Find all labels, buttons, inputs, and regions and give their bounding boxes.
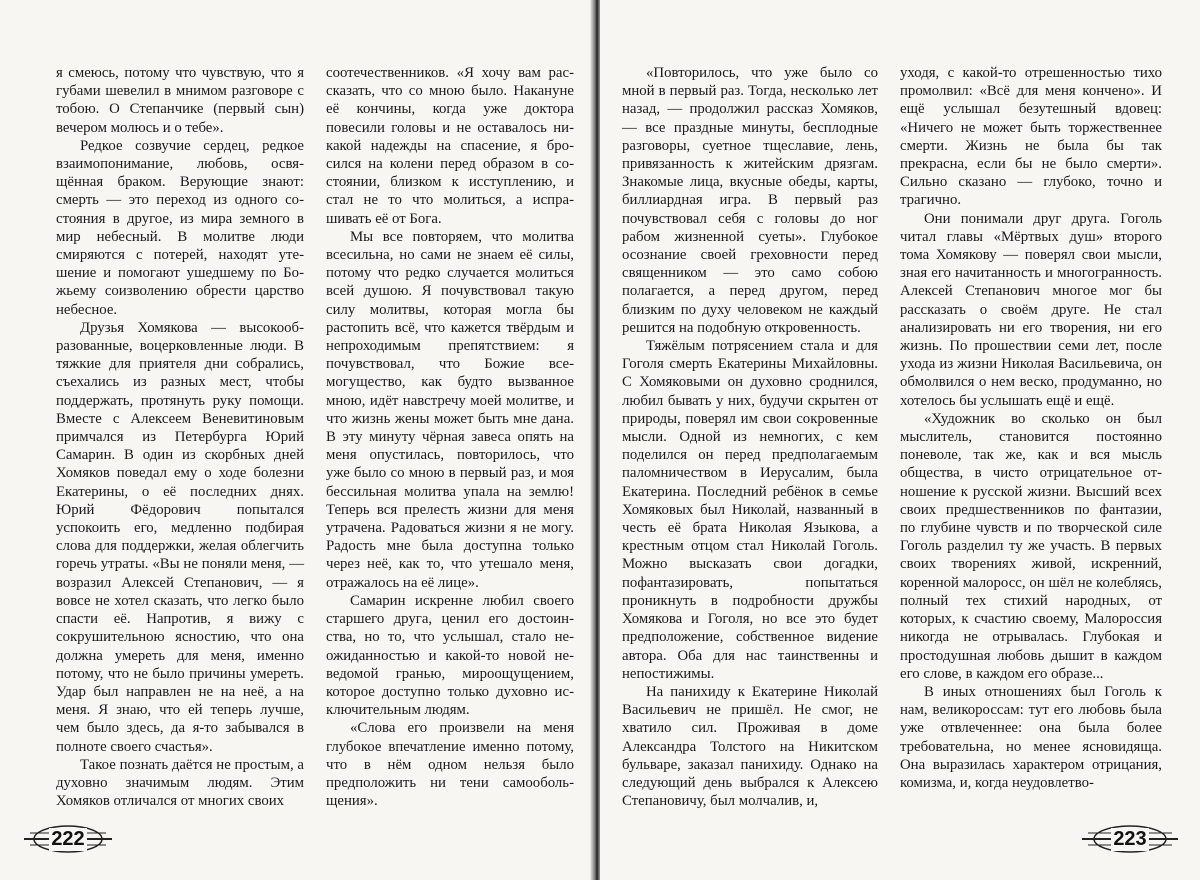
right-column-2 bbox=[900, 64, 1162, 792]
paragraph: «Художник во сколько он был мыслитель, становится постоянно поневоле, так же, как и вся мысль общества, в чисто отрицательное отношение к русской жизни. Высший всех своих предшественников по фантазии, по глубине чувств и по творческой силе Гоголь разделил ту же участь. В первых своих творениях живой, искренний, коренной малоросс, он шёл не колеблясь, полный тех стихий народных, от которых, к счастию своему, Малороссия никогда не отрывалась. Глубокая и простодушная любовь дышит в каждом его слове, в каждом его образе... bbox=[900, 410, 1162, 682]
paragraph: Самарин искренне любил своего старшего друга, ценил его достоинства, но то, что услышал, стало неожиданностью и какой-то новой неведомой гранью, мироощущением, которое доступно только духовно исключительным людям. bbox=[326, 592, 574, 719]
paragraph: я смеюсь, потому что чувствую, что я губами шевелил в мнимом разговоре с тобою. О Степанчике (первый сын) вечером молюсь и о тебе». bbox=[56, 65, 304, 136]
left-page bbox=[0, 0, 592, 880]
paragraph: Друзья Хомякова — высокообразованные, воцерковленные люди. В тяжкие для приятеля дни собрались, съехались из разных мест, чтобы поддержать, протянуть руку помощи. Вместе с Алексеем Веневитиновым примчался из Петербурга Юрий Самарин. В один из скорбных дней Хомяков поведал ему о ходе болезни Екатерины, о её последних днях. Юрий Фёдорович попытался успокоить его, медленно подбирая слова для поддержки, желая облегчить горечь утраты. «Вы не поняли меня, — возразил Алексей Степанович, — я вовсе не хотел сказать, что легко было спасти её. Напротив, я вижу с сокрушительною ясностию, что она должна умереть для меня, именно потому, что не было причины умереть. Удар был направлен не на неё, а на меня. Я знаю, что ей теперь лучше, чем было здесь, да я-то забывался в полноте своего счастья». bbox=[56, 319, 304, 755]
paragraph: Тяжёлым потрясением стала и для Гоголя смерть Екатерины Михайловны. С Хомяковыми он духовно сроднился, любил бывать у них, будучи скрытен от природы, поверял им свои сокровенные мысли. Одной из немногих, с кем поделился он перед предполагаемым паломничеством в Иерусалим, была Екатерина. Последний ребёнок в семье Хомяковых был Николай, названный в честь её брата Николая Языкова, а крестным отцом стал Николай Гоголь. Можно высказать свои догадки, пофантазировать, попытаться проникнуть в подробности дружбы Хомякова и Гоголя, но все это будет предположение, собственное видение автора. Оба для нас таинственны и непостижимы. bbox=[622, 338, 878, 682]
paragraph: На панихиду к Екатерине Николай Васильевич не пришёл. Не смог, не хватило сил. Проживая в доме Александра Толстого на Никитском бульваре, заказал панихиду. Однако на следующий день выбрался к Алексею Степановичу, был молчалив, и, bbox=[622, 683, 878, 810]
left-column-1 bbox=[56, 64, 304, 810]
paragraph: В иных отношениях был Гоголь к нам, великороссам: тут его любовь была уже отвлеченнее: она была более требовательна, но менее ясновидяща. Она выразилась характером отрицания, комизма, и, когда неудовлетво- bbox=[900, 683, 1162, 791]
paragraph: «Повторилось, что уже было со мной в первый раз. Тогда, несколько лет назад, — продолжил рассказ Хомяков, — все праздные минуты, бесплодные разговоры, суетное тщеславие, лень, привязанность к житейским дрязгам. Знакомые лица, вкусные обеды, карты, биллиардная игра. В первый раз почувствовал себя с головы до ног рабом жизненной суеты». Глубокое осознание своей греховности перед священником — это само собою полагается, а перед другом, перед близким по духу человеком не каждый решится на подобную откровенность. bbox=[622, 65, 878, 336]
paragraph: соотечественников. «Я хочу вам рассказать, что со мною было. Накануне её кончины, когда уже доктора повесили головы и не оставалось никакой надежды на спасение, я бросился на колени перед образом в состоянии, близком к исступлению, и стал не то что молиться, а испрашивать её от Бога. bbox=[326, 65, 574, 227]
paragraph: Такое познать даётся не простым, а духовно значимым людям. Этим Хомяков отличался от многих своих bbox=[56, 756, 304, 810]
page-number-ornament-left bbox=[22, 824, 114, 854]
page-number: 223 bbox=[1113, 827, 1147, 850]
paragraph: «Слова его произвели на меня глубокое впечатление именно потому, что в нём одном нельзя было предположить ни тени самообольщения». bbox=[326, 720, 574, 810]
paragraph: Редкое созвучие сердец, редкое взаимопонимание, любовь, освящённая браком. Верующие знают: смерть — это переход из одного состояния в другое, из мира земного в мир небесный. В молитве люди смиряются с потерей, находят утешение и помогают ушедшему по Божьему соизволению обрести царство небесное. bbox=[56, 137, 304, 318]
right-column-1 bbox=[622, 64, 878, 810]
page-number: 222 bbox=[51, 827, 85, 850]
paragraph: Мы все повторяем, что молитва всесильна, но сами не знаем её силы, потому что редко случается молиться всей душою. Я почувствовал такую силу молитвы, которая могла бы растопить всё, что кажется твёрдым и непроходимым препятствием: я почувствовал, что Божие всемогущество, как будто вызванное мною, идёт навстречу моей молитве, и что жизнь жены может быть мне дана. В эту минуту чёрная завеса опять на меня опустилась, повторилось, что уже было со мною в первый раз, и моя бессильная молитва упала на землю! Теперь вся прелесть жизни для меня утрачена. Радоваться жизни я не могу. Радость мне была доступна только через неё, как то, что утешало меня, отражалось на её лице». bbox=[326, 228, 574, 591]
left-column-2 bbox=[326, 64, 574, 810]
paragraph: Они понимали друг друга. Гоголь читал главы «Мёртвых душ» второго тома Хомякову — поверял свои мысли, зная его начитанность и многогранность. Алексей Степанович многое мог бы рассказать о своём друге. Не стал анализировать ни его творения, ни его жизнь. По прошествии семи лет, после ухода из жизни Николая Васильевича, он обмолвился о нем веско, продуманно, но хотелось бы услышать ещё и ещё. bbox=[900, 210, 1162, 409]
paragraph: уходя, с какой-то отрешенностью тихо промолвил: «Всё для меня кончено». И ещё услышал безутешный вдовец: «Ничего не может быть торжественнее смерти. Жизнь не была бы так прекрасна, если бы не было смерти». Сильно сказано — глубоко, точно и трагично. bbox=[900, 65, 1162, 209]
page-number-ornament-right bbox=[1080, 824, 1180, 854]
right-page bbox=[600, 0, 1200, 880]
